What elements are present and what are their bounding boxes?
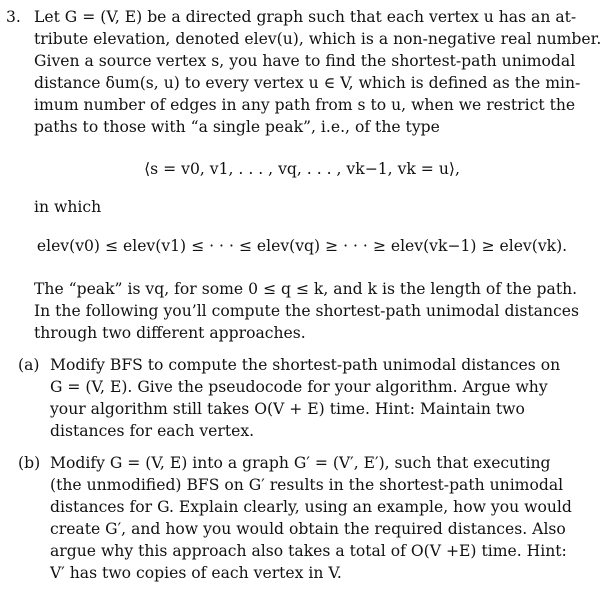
elevation-formula: elev(v0) ≤ elev(v1) ≤ · · · ≤ elev(vq) ≥ · · · ≥ elev(vk−1) ≥ elev(vk). xyxy=(36,237,568,255)
intro-line: distance δum(s, u) to every vertex u ∈ V, which is defined as the min- xyxy=(34,74,581,92)
intro-line: Let G = (V, E) be a directed graph such that each vertex u has an at- xyxy=(34,8,577,26)
in-which-text: in which xyxy=(34,198,102,216)
part-b-line: V′ has two copies of each vertex in V. xyxy=(50,564,342,582)
part-a-line: G = (V, E). Give the pseudocode for your algorithm. Argue why xyxy=(50,378,548,396)
intro-line: paths to those with “a single peak”, i.e., of the type xyxy=(34,118,440,136)
part-a-line: Modify BFS to compute the shortest-path unimodal distances on xyxy=(50,356,561,374)
problem-number: 3. xyxy=(6,8,21,26)
part-b-line: argue why this approach also takes a total of O(V +E) time. Hint: xyxy=(50,542,567,560)
part-b-line: create G′, and how you would obtain the required distances. Also xyxy=(50,520,566,538)
part-b-line: (the unmodified) BFS on G′ results in the shortest-path unimodal xyxy=(50,476,564,494)
intro-line: tribute elevation, denoted elev(u), which is a non-negative real number. xyxy=(34,30,602,48)
intro-line: imum number of edges in any path from s to u, when we restrict the xyxy=(34,96,576,114)
part-a-label: (a) xyxy=(18,356,40,374)
path-formula: ⟨s = v0, v1, . . . , vq, . . . , vk−1, vk = u⟩, xyxy=(144,160,460,178)
peak-line: through two different approaches. xyxy=(34,324,306,342)
intro-line: Given a source vertex s, you have to find the shortest-path unimodal xyxy=(34,52,576,70)
part-b-label: (b) xyxy=(18,454,41,472)
part-b-line: distances for G. Explain clearly, using an example, how you would xyxy=(50,498,572,516)
peak-line: In the following you’ll compute the shortest-path unimodal distances xyxy=(34,302,579,320)
peak-line: The “peak” is vq, for some 0 ≤ q ≤ k, and k is the length of the path. xyxy=(34,280,578,298)
part-a-line: your algorithm still takes O(V + E) time. Hint: Maintain two xyxy=(50,400,525,418)
part-a-line: distances for each vertex. xyxy=(50,422,255,440)
part-b-line: Modify G = (V, E) into a graph G′ = (V′, E′), such that executing xyxy=(50,454,551,472)
